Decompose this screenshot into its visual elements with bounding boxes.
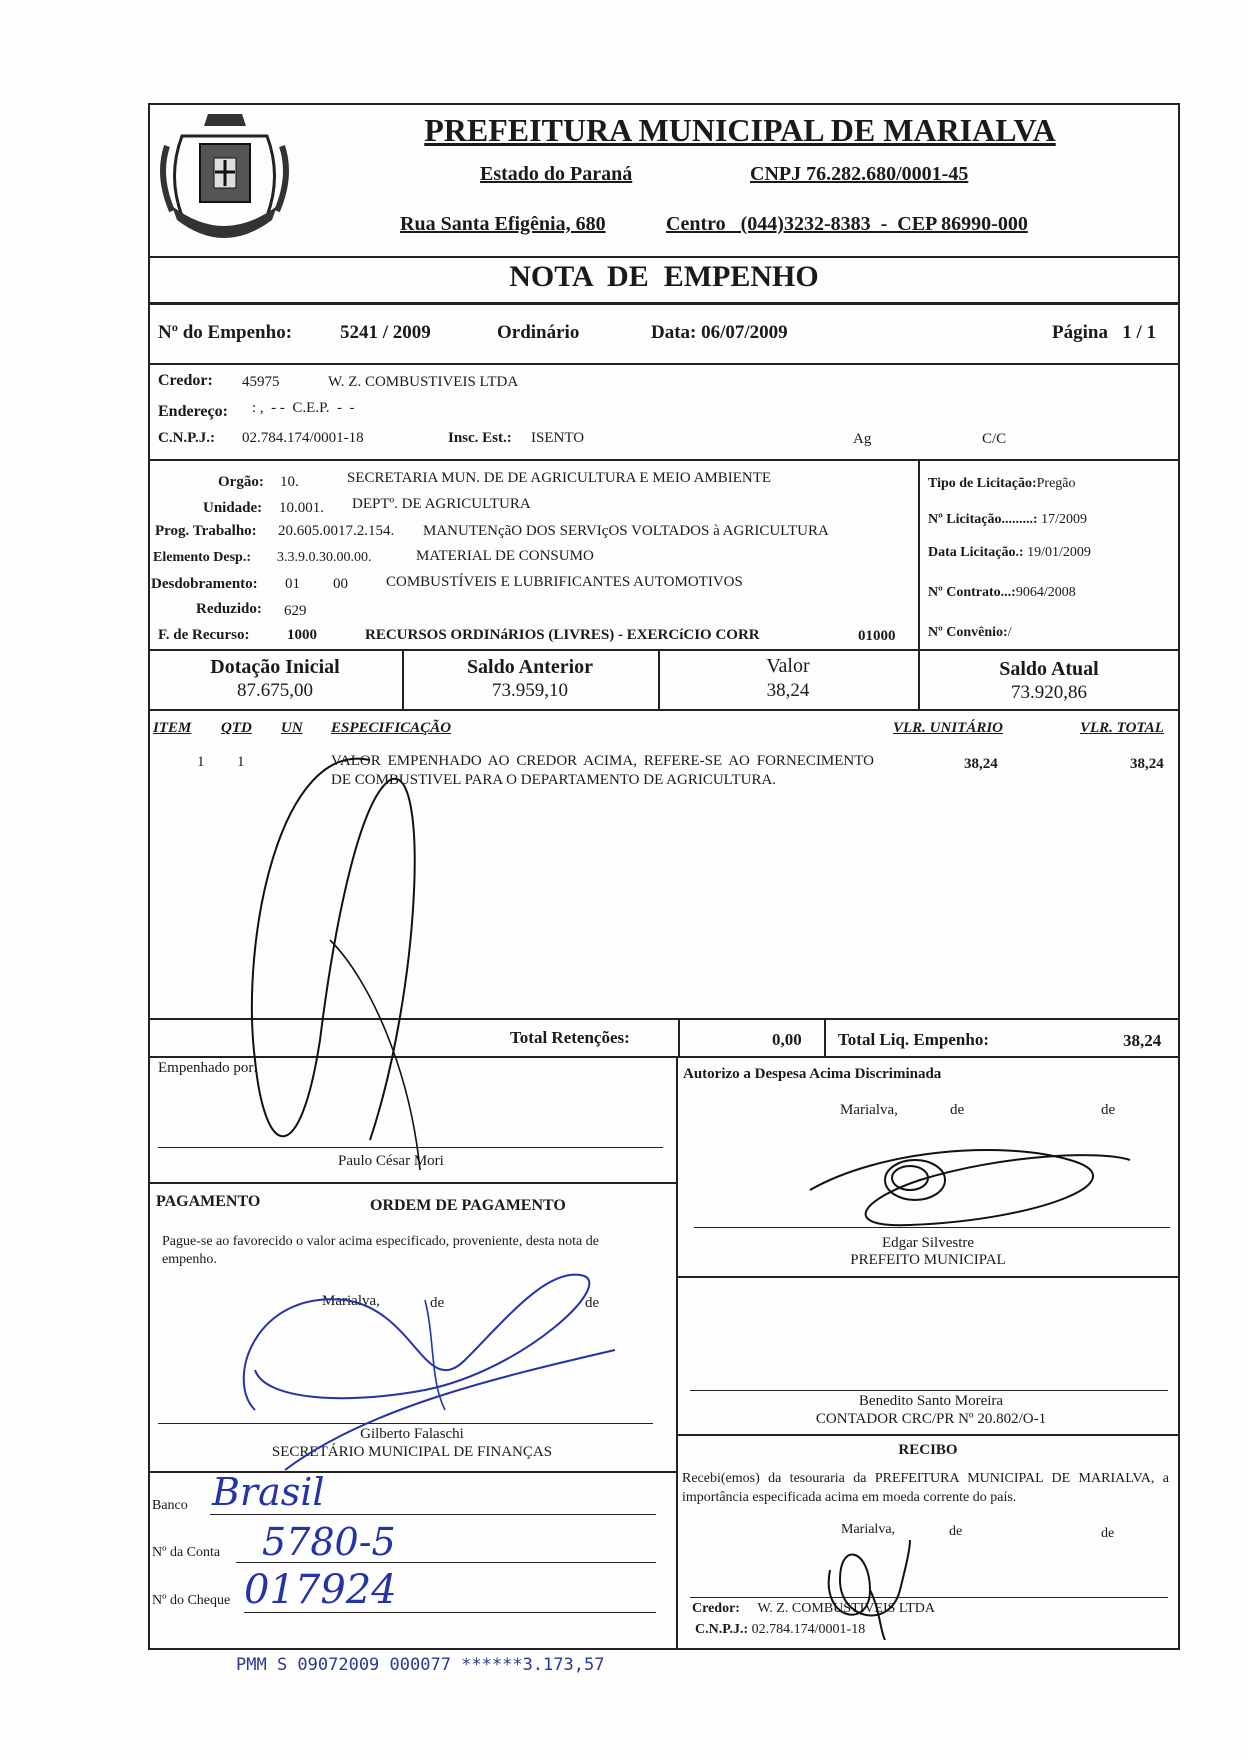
pagamento-de-1: de — [430, 1295, 445, 1311]
dotacao-inicial-value: 87.675,00 — [237, 680, 313, 701]
banco-value: Brasil — [212, 1470, 325, 1514]
retencoes-value: 0,00 — [772, 1030, 802, 1049]
empenho-date: Data: 06/07/2009 — [651, 322, 788, 343]
account-label: C/C — [982, 431, 1007, 447]
licitacao-number: 17/2009 — [1041, 512, 1087, 527]
licitacao-type-label: Tipo de Licitação: — [928, 476, 1037, 491]
orgao-label: Orgão: — [218, 474, 264, 490]
col-spec-header: ESPECIFICAÇÃO — [331, 720, 452, 736]
elemento-name: MATERIAL DE CONSUMO — [416, 548, 594, 564]
col-item-header: ITEM — [153, 720, 192, 736]
valor-value: 38,24 — [766, 680, 810, 701]
pagamento-label: PAGAMENTO — [156, 1193, 261, 1210]
recurso-name: RECURSOS ORDINáRIOS (LIVRES) - EXERCíCIO CORR — [365, 627, 760, 643]
col-total-header: VLR. TOTAL — [1080, 720, 1164, 736]
empenho-number-label: Nº do Empenho: — [158, 322, 293, 343]
page-number: Página 1 / 1 — [1052, 322, 1156, 343]
desdobramento-sub: 00 — [333, 576, 348, 592]
unidade-label: Unidade: — [203, 500, 263, 516]
credor-label: Credor: — [158, 372, 213, 389]
credor-address: : , - - C.E.P. - - — [252, 400, 355, 416]
cheque-value: 017924 — [244, 1567, 397, 1613]
liquido-label: Total Liq. Empenho: — [838, 1030, 989, 1049]
insc-label: Insc. Est.: — [448, 430, 512, 446]
empenhado-name: Paulo César Mori — [338, 1153, 444, 1169]
pagamento-de-2: de — [585, 1295, 600, 1311]
prog-name: MANUTENçãO DOS SERVIçOS VOLTADOS à AGRICULTURA — [423, 523, 829, 539]
address-label: Endereço: — [158, 403, 228, 420]
recibo-de-2: de — [1101, 1526, 1115, 1541]
empenho-type: Ordinário — [497, 322, 580, 343]
prefeito-role: PREFEITO MUNICIPAL — [850, 1252, 1006, 1268]
recurso-code: 1000 — [287, 627, 317, 643]
item-qty: 1 — [237, 754, 245, 770]
col-unit-header: VLR. UNITÁRIO — [893, 720, 1004, 736]
agency-label: Ag — [853, 431, 872, 447]
conta-label: Nº da Conta — [152, 1545, 221, 1560]
unidade-name: DEPTº. DE AGRICULTURA — [352, 496, 531, 512]
cashier-stamp: PMM S 09072009 000077 ******3.173,57 — [236, 1655, 605, 1675]
desdobramento-code: 01 — [285, 576, 300, 592]
recibo-cnpj-label: C.N.P.J.: — [695, 1622, 749, 1637]
saldo-atual-value: 73.920,86 — [1011, 682, 1087, 703]
recibo-label: RECIBO — [898, 1442, 958, 1458]
recibo-text: Recebi(emos) da tesouraria da PREFEITURA MUNICIPAL DE MARIALVA, a importância especificada acima em moeda corrente do país. — [682, 1471, 1169, 1505]
reduzido-label: Reduzido: — [196, 601, 262, 617]
autorizo-de-1: de — [950, 1102, 965, 1118]
autorizo-de-2: de — [1101, 1102, 1116, 1118]
autorizo-label: Autorizo a Despesa Acima Discriminada — [683, 1066, 942, 1082]
licitacao-number-label: Nº Licitação.........: — [928, 512, 1038, 527]
contador-role: CONTADOR CRC/PR Nº 20.802/O-1 — [815, 1411, 1047, 1427]
prefeito-name: Edgar Silvestre — [881, 1235, 975, 1251]
empenho-number: 5241 / 2009 — [340, 322, 431, 343]
coat-of-arms-logo — [152, 106, 297, 256]
licitacao-date: 19/01/2009 — [1027, 545, 1091, 560]
municipality-title: PREFEITURA MUNICIPAL DE MARIALVA — [424, 112, 1056, 148]
credor-name: W. Z. COMBUSTIVEIS LTDA — [328, 374, 519, 390]
prog-label: Prog. Trabalho: — [155, 523, 257, 539]
item-unit-value: 38,24 — [964, 756, 998, 772]
contract-label: Nº Contrato...: — [928, 585, 1016, 600]
banco-label: Banco — [152, 1498, 188, 1513]
recibo-de-1: de — [949, 1524, 963, 1539]
district-phone-cep: Centro (044)3232-8383 - CEP 86990-000 — [666, 213, 1028, 235]
retencoes-label: Total Retenções: — [510, 1028, 630, 1047]
elemento-label: Elemento Desp.: — [153, 550, 251, 565]
unidade-code: 10.001. — [279, 500, 324, 516]
recibo-credor-label: Credor: — [692, 1601, 740, 1616]
recurso-label: F. de Recurso: — [158, 627, 250, 643]
recibo-credor-name: W. Z. COMBUSTIVEIS LTDA — [757, 1601, 935, 1616]
convenio-number: / — [1007, 625, 1012, 640]
col-qtd-header: QTD — [221, 720, 252, 736]
liquido-value: 38,24 — [1123, 1031, 1162, 1050]
cheque-label: Nº do Cheque — [152, 1593, 231, 1608]
secretario-role: SECRETÁRIO MUNICIPAL DE FINANÇAS — [271, 1444, 553, 1460]
item-specification: VALOR EMPENHADO AO CREDOR ACIMA, REFERE-SE AO FORNECIMENTO DE COMBUSTIVEL PARA O DEPARTAMENTO DE AGRICULTURA. — [331, 753, 874, 788]
municipality-cnpj: CNPJ 76.282.680/0001-45 — [750, 163, 969, 185]
licitacao-date-label: Data Licitação.: — [928, 545, 1024, 560]
street-address: Rua Santa Efigênia, 680 — [400, 213, 606, 235]
item-number: 1 — [197, 754, 205, 770]
dotacao-inicial-label: Dotação Inicial — [210, 656, 340, 678]
item-total-value: 38,24 — [1130, 756, 1164, 772]
credor-code: 45975 — [242, 374, 280, 390]
recibo-place: Marialva, — [841, 1522, 896, 1537]
saldo-anterior-value: 73.959,10 — [492, 680, 568, 701]
licitacao-type: Pregão — [1036, 476, 1076, 491]
saldo-atual-label: Saldo Atual — [999, 658, 1099, 680]
empenhado-label: Empenhado por: — [158, 1060, 258, 1076]
contador-name: Benedito Santo Moreira — [858, 1393, 1004, 1409]
autorizo-place: Marialva, — [840, 1102, 898, 1118]
desdobramento-name: COMBUSTÍVEIS E LUBRIFICANTES AUTOMOTIVOS — [386, 574, 743, 590]
conta-value: 5780-5 — [262, 1520, 396, 1564]
recurso-number: 01000 — [858, 628, 896, 644]
state-name: Estado do Paraná — [480, 163, 633, 185]
insc-value: ISENTO — [531, 430, 585, 446]
recibo-cnpj: 02.784.174/0001-18 — [751, 1622, 866, 1637]
elemento-code: 3.3.9.0.30.00.00. — [277, 550, 372, 565]
secretario-name: Gilberto Falaschi — [360, 1426, 464, 1442]
orgao-code: 10. — [280, 474, 299, 490]
reduzido-value: 629 — [284, 603, 307, 619]
convenio-label: Nº Convênio: — [928, 625, 1008, 640]
col-un-header: UN — [281, 720, 303, 736]
orgao-name: SECRETARIA MUN. DE DE AGRICULTURA E MEIO AMBIENTE — [347, 470, 772, 486]
credor-cnpj: 02.784.174/0001-18 — [242, 430, 364, 446]
pagamento-text: Pague-se ao favorecido o valor acima especificado, proveniente, desta nota de empenho. — [162, 1234, 599, 1267]
document-title: NOTA DE EMPENHO — [509, 260, 819, 293]
pagamento-place: Marialva, — [322, 1293, 380, 1309]
valor-label: Valor — [766, 655, 810, 677]
saldo-anterior-label: Saldo Anterior — [466, 656, 594, 678]
prog-code: 20.605.0017.2.154. — [278, 523, 395, 539]
ordem-pagamento-label: ORDEM DE PAGAMENTO — [370, 1197, 566, 1214]
cnpj-label: C.N.P.J.: — [158, 430, 215, 446]
contract-number: 9064/2008 — [1015, 585, 1076, 600]
desdobramento-label: Desdobramento: — [151, 576, 258, 592]
